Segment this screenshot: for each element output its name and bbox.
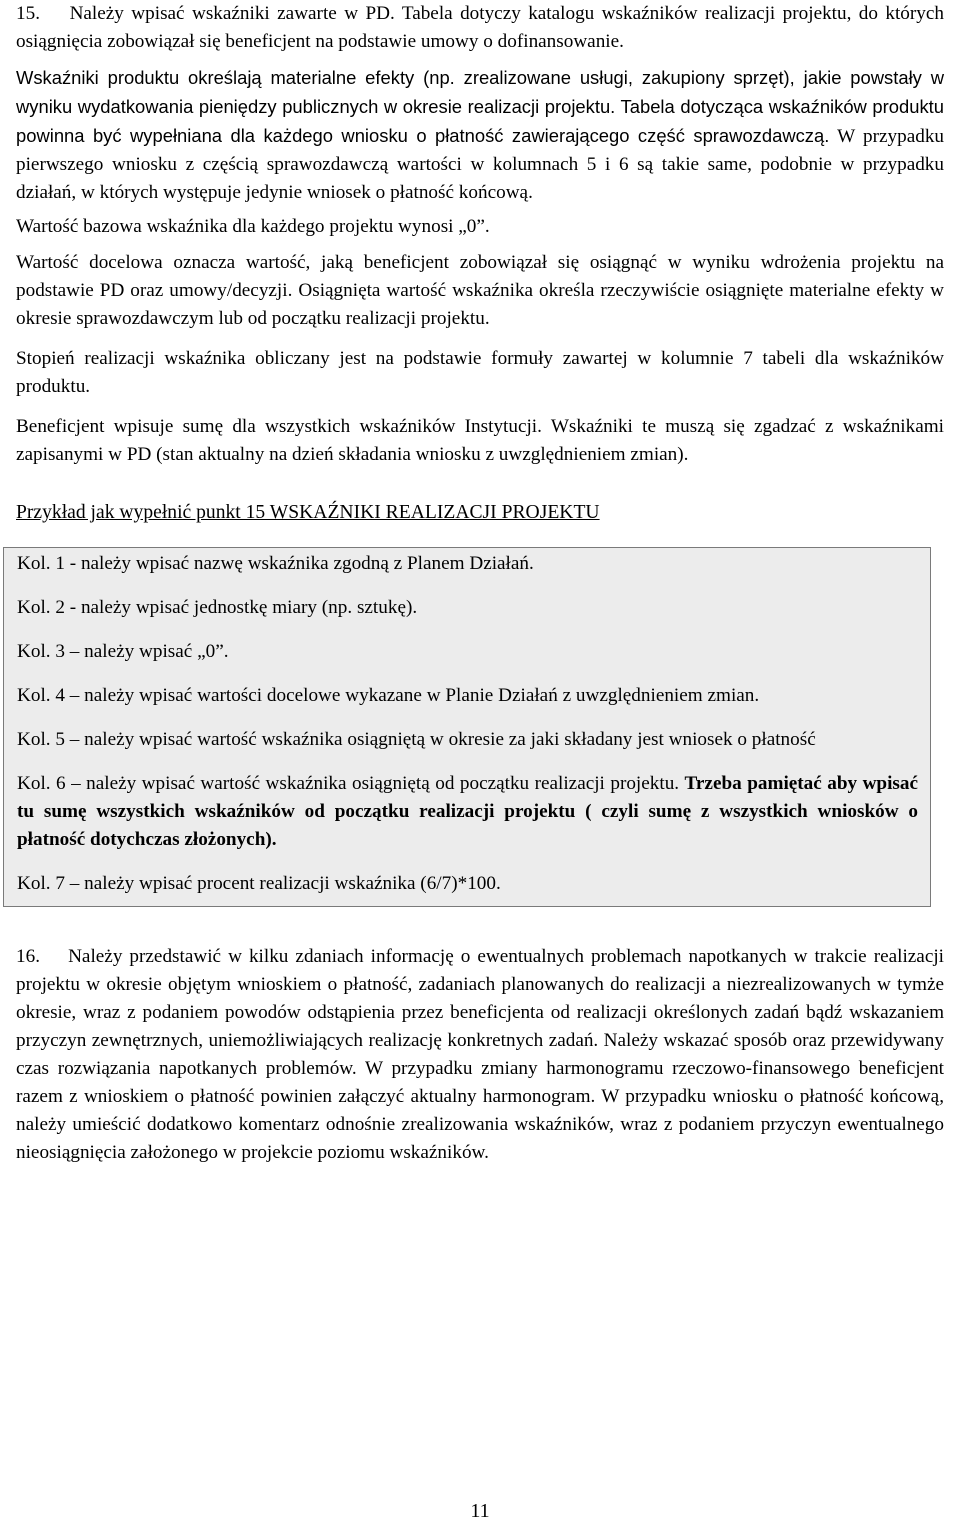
- degree-paragraph: Stopień realizacji wskaźnika obliczany jest na podstawie formuły zawartej w kolumnie 7 tabeli dla wskaźników produktu.: [16, 348, 944, 397]
- base-value-paragraph: Wartość bazowa wskaźnika dla każdego projektu wynosi „0”.: [16, 216, 490, 237]
- column-text: - należy wpisać nazwę wskaźnika zgodną z Planem Działań.: [64, 553, 534, 574]
- column-2-instruction: [17, 594, 918, 622]
- beneficiary-paragraph: Beneficjent wpisuje sumę dla wszystkich wskaźników Instytucji. Wskaźniki te muszą się zgadzać z wskaźnikami zapisanymi w PD (stan aktualny na dzień składania wniosku z uwzględnieniem zmian).: [16, 416, 944, 465]
- target-value-paragraph: Wartość docelowa oznacza wartość, jaką beneficjent zobowiązał się osiągnąć w wyniku wdrożenia projektu na podstawie PD oraz umowy/decyzji. Osiągnięta wartość wskaźnika określa rzeczywiście osiągnięte materialne efekty w okresie sprawozdawczym lub od początku realizacji projektu.: [16, 252, 944, 329]
- product-indicators-sans-text: Wskaźniki produktu określają materialne efekty (np. zrealizowane usługi, zakupiony sprzęt), jakie powstały w wyniku wydatkowania pieniędzy publicznych w okresie realizacji projektu. Tabela dotycząca wskaźników produktu powinna być wypełniana dla każdego wniosku o płatność zawierającego część sprawozdawczą.: [16, 67, 944, 146]
- column-7-instruction: [17, 870, 918, 898]
- column-label: Kol. 6: [17, 773, 66, 794]
- example-heading: Przykład jak wypełnić punkt 15 WSKAŹNIKI REALIZACJI PROJEKTU: [16, 502, 600, 523]
- column-text: – należy wpisać wartość wskaźnika osiągniętą od początku realizacji projektu.: [65, 773, 685, 794]
- column-1-instruction: [17, 550, 918, 578]
- column-label: Kol. 3: [17, 641, 65, 662]
- columns-instructions-box: [3, 547, 931, 907]
- column-4-instruction: [17, 682, 918, 710]
- column-6-instruction: [17, 770, 918, 854]
- column-6-bold-note: Trzeba pamiętać aby wpisać tu sumę wszystkich wskaźników od początku realizacji projektu ( czyli sumę z wszystkich wniosków o płatność dotychczas złożonych).: [17, 773, 918, 850]
- item-16-number: 16.: [16, 946, 40, 967]
- column-label: Kol. 7: [17, 873, 65, 894]
- column-text: – należy wpisać wartości docelowe wykazane w Planie Działań z uwzględnieniem zmian.: [64, 685, 760, 706]
- column-label: Kol. 5: [17, 729, 65, 750]
- column-text: - należy wpisać jednostkę miary (np. sztukę).: [64, 597, 418, 618]
- item-15-intro-text: Należy wpisać wskaźniki zawarte w PD. Tabela dotyczy katalogu wskaźników realizacji projektu, do których osiągnięcia zobowiązał się beneficjent na podstawie umowy o dofinansowanie.: [16, 3, 944, 52]
- column-text: – należy wpisać procent realizacji wskaźnika (6/7)*100.: [64, 873, 501, 894]
- column-text: – należy wpisać „0”.: [64, 641, 229, 662]
- column-3-instruction: [17, 638, 918, 666]
- product-indicators-paragraph: [16, 64, 944, 207]
- item-15-intro: [16, 0, 944, 56]
- item-16-paragraph: [16, 943, 944, 1167]
- item-15-number: 15.: [16, 3, 40, 24]
- document-page: [16, 0, 944, 1167]
- page-number: 11: [470, 1500, 490, 1522]
- column-label: Kol. 4: [17, 685, 65, 706]
- column-label: Kol. 2: [17, 597, 65, 618]
- item-16-text: Należy przedstawić w kilku zdaniach informację o ewentualnych problemach napotkanych w trakcie realizacji projektu w okresie objętym wnioskiem o płatność, zadaniach planowanych do realizacji a niezrealizowanych w tymże okresie, wraz z podaniem powodów odstąpienia przez beneficjenta od realizacji określonych zadań bądź wskazaniem przyczyn zewnętrznych, uniemożliwiających realizację konkretnych zadań. Należy wskazać sposób oraz przewidywany czas rozwiązania napotkanych problemów. W przypadku zmiany harmonogramu rzeczowo-finansowego beneficjent razem z wnioskiem o płatność powinien załączyć aktualny harmonogram. W przypadku wniosku o płatność końcową, należy umieścić dodatkowo komentarz odnośnie zrealizowania wskaźników, wraz z podaniem przyczyn ewentualnego nieosiągnięcia założonego w projekcie poziomu wskaźników.: [16, 946, 944, 1163]
- column-5-instruction: [17, 726, 918, 754]
- column-label: Kol. 1: [17, 553, 65, 574]
- column-text: – należy wpisać wartość wskaźnika osiągniętą w okresie za jaki składany jest wniosek o płatność: [64, 729, 816, 750]
- product-indicators-serif-text: W przypadku pierwszego wniosku z częścią sprawozdawczą wartości w kolumnach 5 i 6 są takie same, podobnie w przypadku działań, w których występuje jedynie wniosek o płatność końcową.: [16, 126, 945, 203]
